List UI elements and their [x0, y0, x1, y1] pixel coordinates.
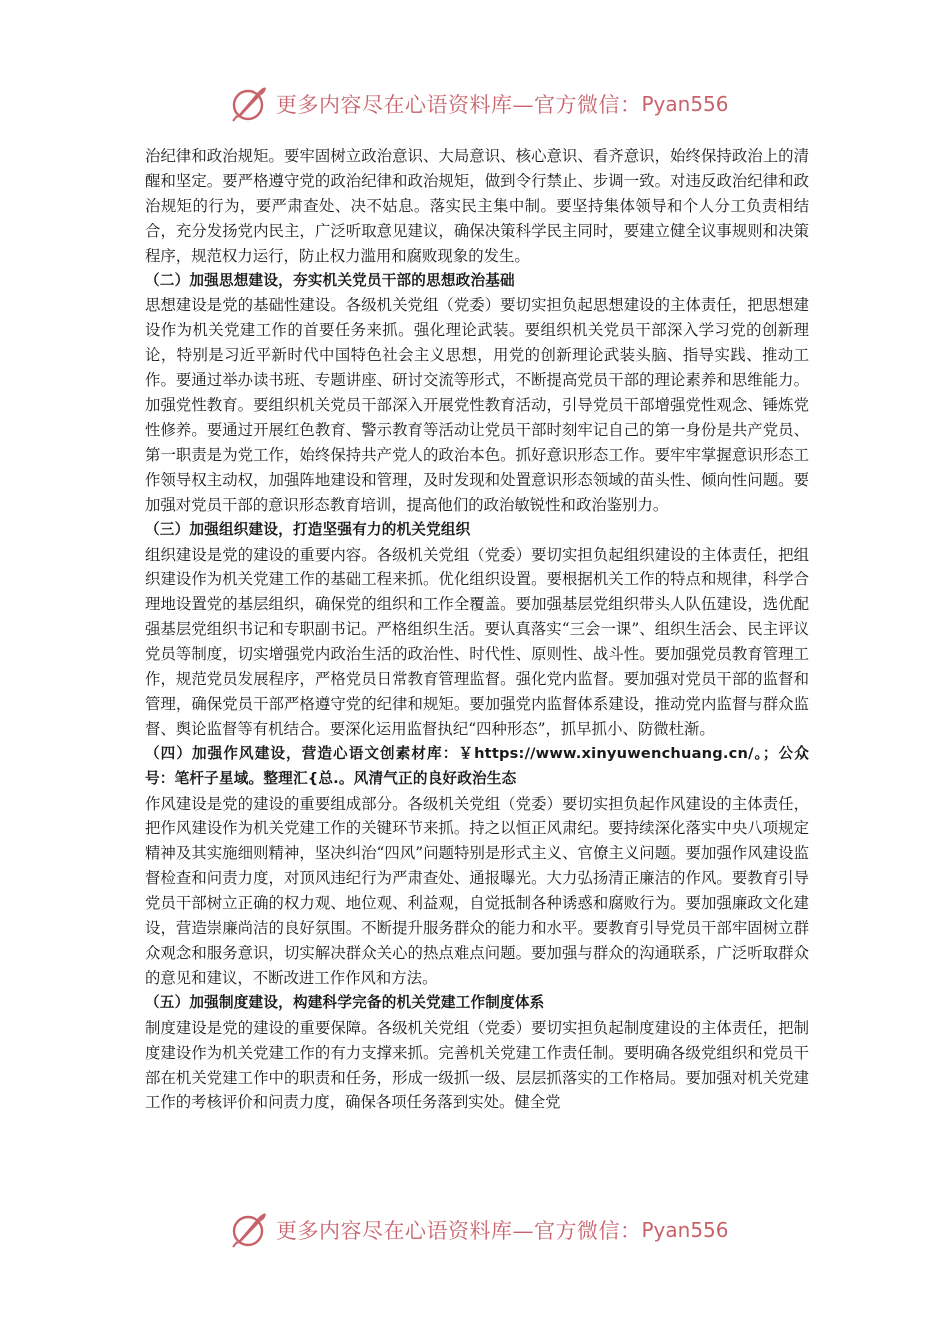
quill-logo-icon	[228, 84, 268, 124]
document-body	[145, 144, 809, 1115]
paragraph-2: 思想建设是党的基础性建设。各级机关党组（党委）要切实担负起思想建设的主体责任，把思想建设作为机关党建工作的首要任务来抓。强化理论武装。要组织机关党员干部深入学习党的创新理论，特别是习近平新时代中国特色社会主义思想，用党的创新理论武装头脑、指导实践、推动工作。要通过举办读书班、专题讲座、研讨交流等形式，不断提高党员干部的理论素养和思维能力。加强党性教育。要组织机关党员干部深入开展党性教育活动，引导党员干部增强党性观念、锤炼党性修养。要通过开展红色教育、警示教育等活动让党员干部时刻牢记自己的第一身份是共产党员、第一职责是为党工作，始终保持共产党人的政治本色。抓好意识形态工作。要牢牢掌握意识形态工作领导权主动权，加强阵地建设和管理，及时发现和处置意识形态领域的苗头性、倾向性问题。要加强对党员干部的意识形态教育培训，提高他们的政治敏锐性和政治鉴别力。	[145, 296, 809, 514]
paragraph-3: 组织建设是党的建设的重要内容。各级机关党组（党委）要切实担负起组织建设的主体责任，把组织建设作为机关党建工作的基础工程来抓。优化组织设置。要根据机关工作的特点和规律，科学合理地设置党的基层组织，确保党的组织和工作全覆盖。要加强基层党组织带头人队伍建设，选优配强基层党组织书记和专职副书记。严格组织生活。要认真落实“三会一课”、组织生活会、民主评议党员等制度，切实增强党内政治生活的政治性、时代性、原则性、战斗性。要加强党员教育管理工作，规范党员发展程序，严格党员日常教育管理监督。强化党内监督。要加强对党员干部的监督和管理，确保党员干部严格遵守党的纪律和规矩。要加强党内监督体系建设，推动党内监督与群众监督、舆论监督等有机结合。要深化运用监督执纪“四种形态”，抓早抓小、防微杜渐。	[145, 545, 809, 738]
paragraph-4: 作风建设是党的建设的重要组成部分。各级机关党组（党委）要切实担负起作风建设的主体责任，把作风建设作为机关党建工作的关键环节来抓。持之以恒正风肃纪。要持续深化落实中央八项规定精神及其实施细则精神，坚决纠治“四风”问题特别是形式主义、官僚主义问题。要加强作风建设监督检查和问责力度，对顶风违纪行为严肃查处、通报曝光。大力弘扬清正廉洁的作风。要教育引导党员干部树立正确的权力观、地位观、利益观，自觉抵制各种诱惑和腐败行为。要加强廉政文化建设，营造崇廉尚洁的良好氛围。不断提升服务群众的能力和水平。要教育引导党员干部牢固树立群众观念和服务意识，切实解决群众关心的热点难点问题。要加强与群众的沟通联系，广泛听取群众的意见和建议，不断改进工作作风和方法。	[145, 794, 809, 987]
quill-logo-icon	[228, 1210, 268, 1250]
wechat-id: Pyan556	[641, 92, 729, 116]
wechat-id: Pyan556	[641, 1218, 729, 1242]
paragraph-1: 治纪律和政治规矩。要牢固树立政治意识、大局意识、核心意识、看齐意识，始终保持政治上的清醒和坚定。要严格遵守党的政治纪律和政治规矩，做到令行禁止、步调一致。对违反政治纪律和政治规矩的行为，要严肃查处、决不姑息。落实民主集中制。要坚持集体领导和个人分工负责相结合，充分发扬党内民主，广泛听取意见建议，确保决策科学民主同时，要建立健全议事规则和决策程序，规范权力运行，防止权力滥用和腐败现象的发生。	[145, 147, 809, 265]
section-heading-2: （二）加强思想建设，夯实机关党员干部的思想政治基础	[145, 271, 515, 289]
paragraph-5: 制度建设是党的建设的重要保障。各级机关党组（党委）要切实担负起制度建设的主体责任，把制度建设作为机关党建工作的有力支撑来抓。完善机关党建工作责任制。要明确各级党组织和党员干部在机关党建工作中的职责和任务，形成一级抓一级、层层抓落实的工作格局。要加强对机关党建工作的考核评价和问责力度，确保各项任务落到实处。健全党	[145, 1018, 809, 1112]
section-heading-3: （三）加强组织建设，打造坚强有力的机关党组织	[145, 520, 471, 538]
banner-text: 更多内容尽在心语资料库—官方微信：	[276, 93, 642, 117]
section-heading-5: （五）加强制度建设，构建科学完备的机关党建工作制度体系	[145, 993, 545, 1011]
banner-text: 更多内容尽在心语资料库—官方微信：	[276, 1219, 642, 1243]
header-watermark-banner	[0, 82, 950, 126]
section-heading-4: （四）加强作风建设，营造心语文创素材库：￥https://www.xinyuwenchuang.cn/。；公众号：笔杆子星域。整理汇{总.。风清气正的良好政治生态	[145, 744, 809, 787]
footer-watermark-banner	[0, 1208, 950, 1252]
